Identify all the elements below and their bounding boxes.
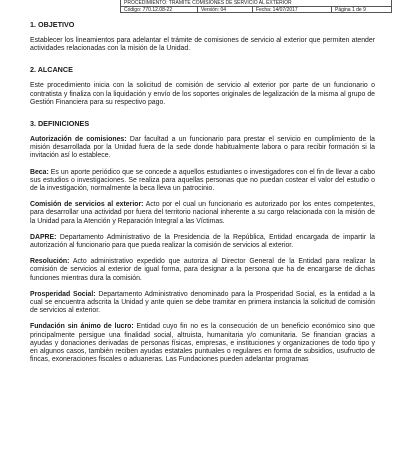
definition-term: Autorización de comisiones: — [30, 136, 127, 144]
definition-text: Entidad cuyo fin no es la consecución de un beneficio económico sino que principalmente persigue una finalidad social, altruista, humanitaria y/o comunitaria. Se financian gracias a ayudas y donaciones derivadas de personas físicas, empresas, e instituciones y organizaciones de todo tipo y en algunos casos, también reciben ayudas estatales puntuales o regulares en forma de subsidios, usufructo de fincas, exoneraciones fiscales o aduaneras. Las Fundaciones pueden adelantar programas — [30, 323, 375, 364]
definition-term: Prosperidad Social: — [30, 290, 96, 298]
definition-item — [30, 169, 375, 194]
definition-term: Fundación sin ánimo de lucro: — [30, 323, 134, 331]
section-alcance-title: 2. ALCANCE — [30, 65, 73, 75]
definition-term: Beca: — [30, 168, 49, 176]
definition-text: Acto administrativo expedido que autoriza al Director General de la Entidad para realizar la comisión de servicios al exterior de igual forma, para designar a la persona que ha de encargarse de dichas funciones mientras dura la comisión. — [30, 258, 375, 282]
definition-text: Departamento Administrativo de la Presidencia de la República, Entidad encargada de impartir la autorización al funcionario para que pueda realizar la comisión de servicios al exterior. — [30, 233, 375, 250]
definition-term: Comisión de servicios al exterior: — [30, 201, 144, 209]
definition-item — [30, 323, 375, 364]
definition-item — [30, 258, 375, 283]
page-indicator: Página 1 de 9 — [335, 7, 366, 13]
definition-text: Es un aporte periódico que se concede a aquellos estudiantes o investigadores con el fin de llevar a cabo sus estudios o investigaciones. Se realiza para aquellas personas que no puedan costear el valor del estudio o de la investigación, normalmente la beca lleva un patrocinio. — [30, 168, 375, 193]
doc-date: Fecha: 14/07/2017 — [253, 7, 332, 13]
definition-text: Departamento Administrativo denominado para la Prosperidad Social, es la entidad a la cual se encuentra adscrita la Unidad y ante quien se debe tramitar en primera instancia la solicitud de comisión de servicios al exterior. — [30, 290, 375, 315]
section-definiciones-title: 3. DEFINICIONES — [30, 119, 90, 129]
definition-item — [30, 291, 375, 316]
definition-text: Dar facultad a un funcionario para prestar el servicio en cumplimiento de la misión desarrollada por la Unidad fuera de la sede donde habitualmente labora o para recibir formación si la invitación así lo establece. — [30, 136, 375, 160]
header-meta-row — [121, 7, 391, 13]
section-objetivo-title: 1. OBJETIVO — [30, 20, 75, 29]
doc-code: Código: 770.12.08-22 — [121, 7, 198, 13]
doc-version: Versión: 04 — [198, 7, 253, 13]
definition-term: Resolución: — [30, 258, 70, 266]
document-body — [30, 20, 375, 372]
procedure-title: PROCEDIMIENTO: TRÁMITE COMISIONES DE SERVICIO AL EXTERIOR — [121, 0, 391, 7]
document-header — [120, 0, 392, 13]
definition-item — [30, 234, 375, 250]
section-objetivo-text: Establecer los lineamientos para adelantar el trámite de comisiones de servicio al exterior que permiten atender actividades relacionadas con la misión de la Unidad. — [30, 37, 375, 53]
definition-item — [30, 136, 375, 161]
definition-text: Acto por el cual un funcionario es autorizado por los entes competentes, para desarrollar una actividad por fuera del territorio nacional inherente a su cargo relacionada con la misión de la Unidad para la Atención y Reparación Integral a las Víctimas. — [30, 201, 376, 225]
definition-term: DAPRE: — [30, 233, 57, 241]
section-alcance-text: Este procedimiento inicia con la solicitud de comisión de servicio al exterior por parte de un funcionario o contratista y finaliza con la liquidación y envío de los soportes originales de legalización de la misma al grupo de Gestión Financiera para su respectivo pago. — [30, 82, 375, 106]
definition-item — [30, 201, 375, 226]
